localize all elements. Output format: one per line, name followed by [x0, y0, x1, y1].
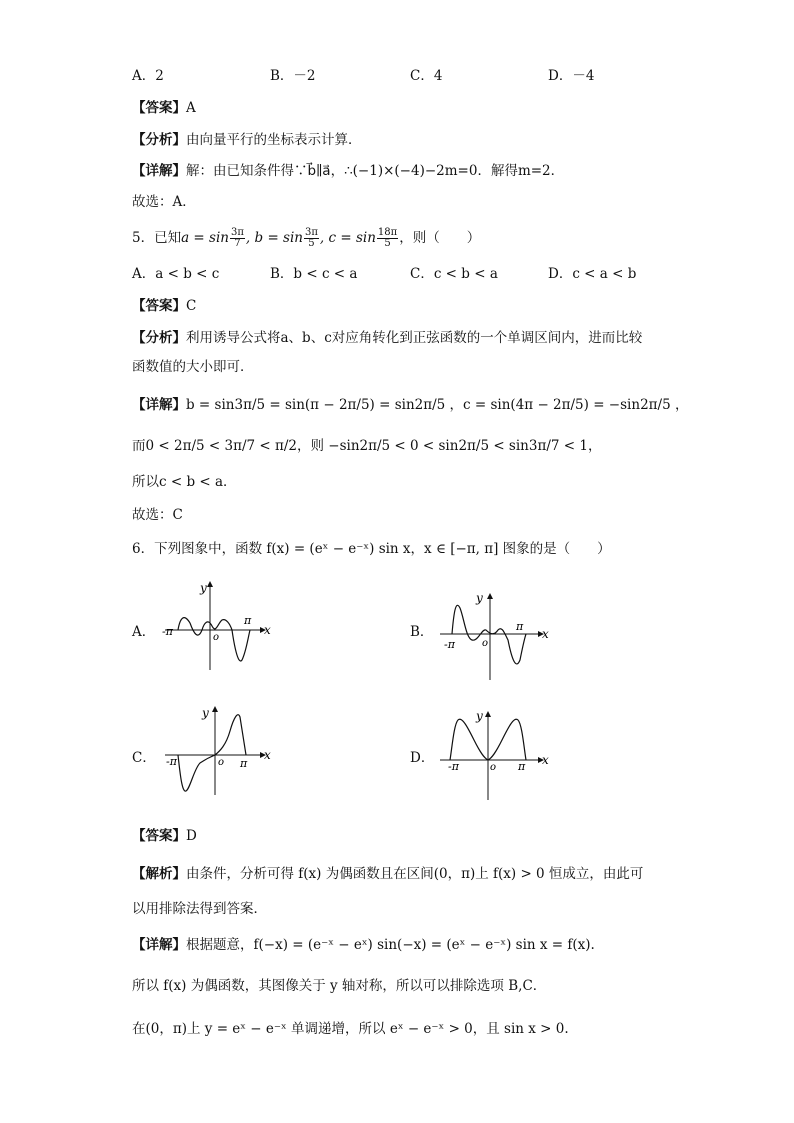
origin-label: o	[213, 632, 220, 643]
curve-c	[178, 715, 246, 791]
stem-prefix: 已知	[154, 230, 182, 246]
q5-option-a: A．a < b < c	[132, 266, 220, 282]
neg-pi-label: -π	[444, 638, 455, 651]
neg-pi-label: -π	[162, 625, 173, 638]
pi-label: π	[516, 620, 524, 633]
answer-tag: 【答案】	[132, 298, 186, 314]
q5-detail-1	[132, 395, 688, 415]
q6-detail-3: 在(0，π)上 y = eˣ − e⁻ˣ 单调递增，所以 eˣ − e⁻ˣ > 0，且 sin x > 0.	[132, 1021, 569, 1037]
stem-text: 下列图象中，函数 f(x) = (eˣ − e⁻ˣ) sin x，x ∈ [−π, π] 图象的是（ ）	[154, 541, 611, 557]
detail-text: 根据题意，f(−x) = (e⁻ˣ − eˣ) sin(−x) = (eˣ − e⁻ˣ) sin x = f(x).	[186, 937, 595, 953]
question-number: 5．	[132, 230, 155, 246]
q4-detail	[132, 161, 564, 181]
c-num: 18π	[377, 227, 398, 238]
y-label: y	[476, 591, 483, 605]
q6-answer	[132, 826, 197, 846]
graph-c-label: C．	[132, 750, 156, 766]
answer-value: C	[186, 298, 197, 314]
b-den: 5	[308, 238, 315, 249]
analysis-text: 利用诱导公式将a、b、c对应角转化到正弦函数的一个单调区间内，进而比较	[186, 330, 643, 346]
b-num: 3π	[304, 227, 318, 238]
y-axis-arrow	[207, 581, 213, 587]
origin-label: o	[482, 638, 489, 649]
x-label: x	[542, 753, 549, 767]
q4-choose: 故选：A．	[132, 194, 196, 210]
analysis-tag: 【分析】	[132, 330, 186, 346]
q4-option-d: D．－4	[548, 68, 595, 84]
graph-d	[438, 708, 558, 803]
q5-analysis-1	[132, 328, 642, 348]
analysis-text: 由条件，分析可得 f(x) 为偶函数且在区间(0，π)上 f(x) > 0 恒成立，由此可	[186, 866, 644, 882]
graph-a	[160, 578, 280, 673]
detail-text: 解：由已知条件得∵b⃗∥a⃗，∴(−1)×(−4)−2m=0．解得m=2．	[186, 163, 565, 179]
q5-choose: 故选：C	[132, 507, 183, 523]
y-label: y	[476, 709, 483, 723]
answer-tag: 【答案】	[132, 100, 186, 116]
pi-label: π	[240, 757, 248, 770]
neg-pi-label: -π	[448, 760, 459, 773]
q5-analysis-2: 函数值的大小即可．	[132, 359, 254, 375]
c-expr: , c = sin	[319, 230, 376, 246]
a-expr: a = sin	[181, 230, 229, 246]
y-axis-arrow	[485, 711, 491, 717]
answer-tag: 【答案】	[132, 828, 186, 844]
stem-suffix: ，则（ ）	[399, 230, 481, 246]
detail-tag: 【详解】	[132, 397, 186, 413]
q5-option-b: B．b < c < a	[270, 266, 358, 282]
origin-label: o	[490, 762, 497, 773]
answer-value: D	[186, 828, 197, 844]
graph-b-label: B．	[410, 624, 434, 640]
c-den: 5	[384, 238, 391, 249]
neg-pi-label: -π	[166, 755, 177, 768]
graph-b	[438, 590, 558, 682]
x-label: x	[264, 748, 271, 762]
x-label: x	[264, 623, 271, 637]
q5-answer	[132, 296, 196, 316]
pi-label: π	[244, 614, 252, 627]
q4-answer	[132, 98, 196, 118]
y-axis-arrow	[212, 706, 218, 712]
q5-option-c: C．c < b < a	[410, 266, 498, 282]
q5-detail-3: 所以c < b < a．	[132, 474, 237, 490]
question-number: 6．	[132, 541, 155, 557]
origin-label: o	[218, 757, 225, 768]
answer-value: A	[186, 100, 196, 116]
detail-text: b = sin3π/5 = sin(π − 2π/5) = sin2π/5 ，c = sin(4π − 2π/5) = −sin2π/5 ，	[186, 397, 689, 413]
c-fraction	[377, 228, 398, 249]
q4-option-b: B．－2	[270, 68, 316, 84]
q6-detail-1	[132, 935, 595, 955]
q6-analysis-1	[132, 864, 643, 884]
q5-option-d: D．c < a < b	[548, 266, 637, 282]
q5-detail-2: 而0 < 2π/5 < 3π/7 < π/2，则 −sin2π/5 < 0 < sin2π/5 < sin3π/7 < 1，	[132, 438, 602, 454]
y-axis-arrow	[487, 593, 493, 599]
q6-analysis-2: 以用排除法得到答案．	[132, 901, 267, 917]
b-fraction	[304, 228, 319, 249]
curve-b	[452, 605, 526, 664]
q6-detail-2: 所以 f(x) 为偶函数，其图像关于 y 轴对称，所以可以排除选项 B,C．	[132, 978, 547, 994]
a-fraction	[230, 228, 245, 249]
analysis-tag: 【解析】	[132, 866, 186, 882]
analysis-text: 由向量平行的坐标表示计算．	[186, 132, 362, 148]
detail-tag: 【详解】	[132, 937, 186, 953]
a-num: 3π	[230, 227, 244, 238]
analysis-tag: 【分析】	[132, 132, 186, 148]
detail-tag: 【详解】	[132, 163, 186, 179]
b-expr: , b = sin	[245, 230, 303, 246]
y-label: y	[202, 706, 209, 720]
graph-a-label: A．	[132, 624, 156, 640]
graph-d-label: D．	[410, 750, 435, 766]
q6-stem	[132, 539, 611, 559]
graph-c	[160, 703, 280, 798]
q4-analysis	[132, 130, 362, 150]
a-den: 7	[234, 238, 241, 249]
y-label: y	[200, 581, 207, 595]
q4-option-c: C．4	[410, 68, 443, 84]
x-label: x	[542, 627, 549, 641]
q4-option-a: A．2	[132, 68, 164, 84]
q5-stem	[132, 228, 480, 249]
pi-label: π	[518, 760, 526, 773]
